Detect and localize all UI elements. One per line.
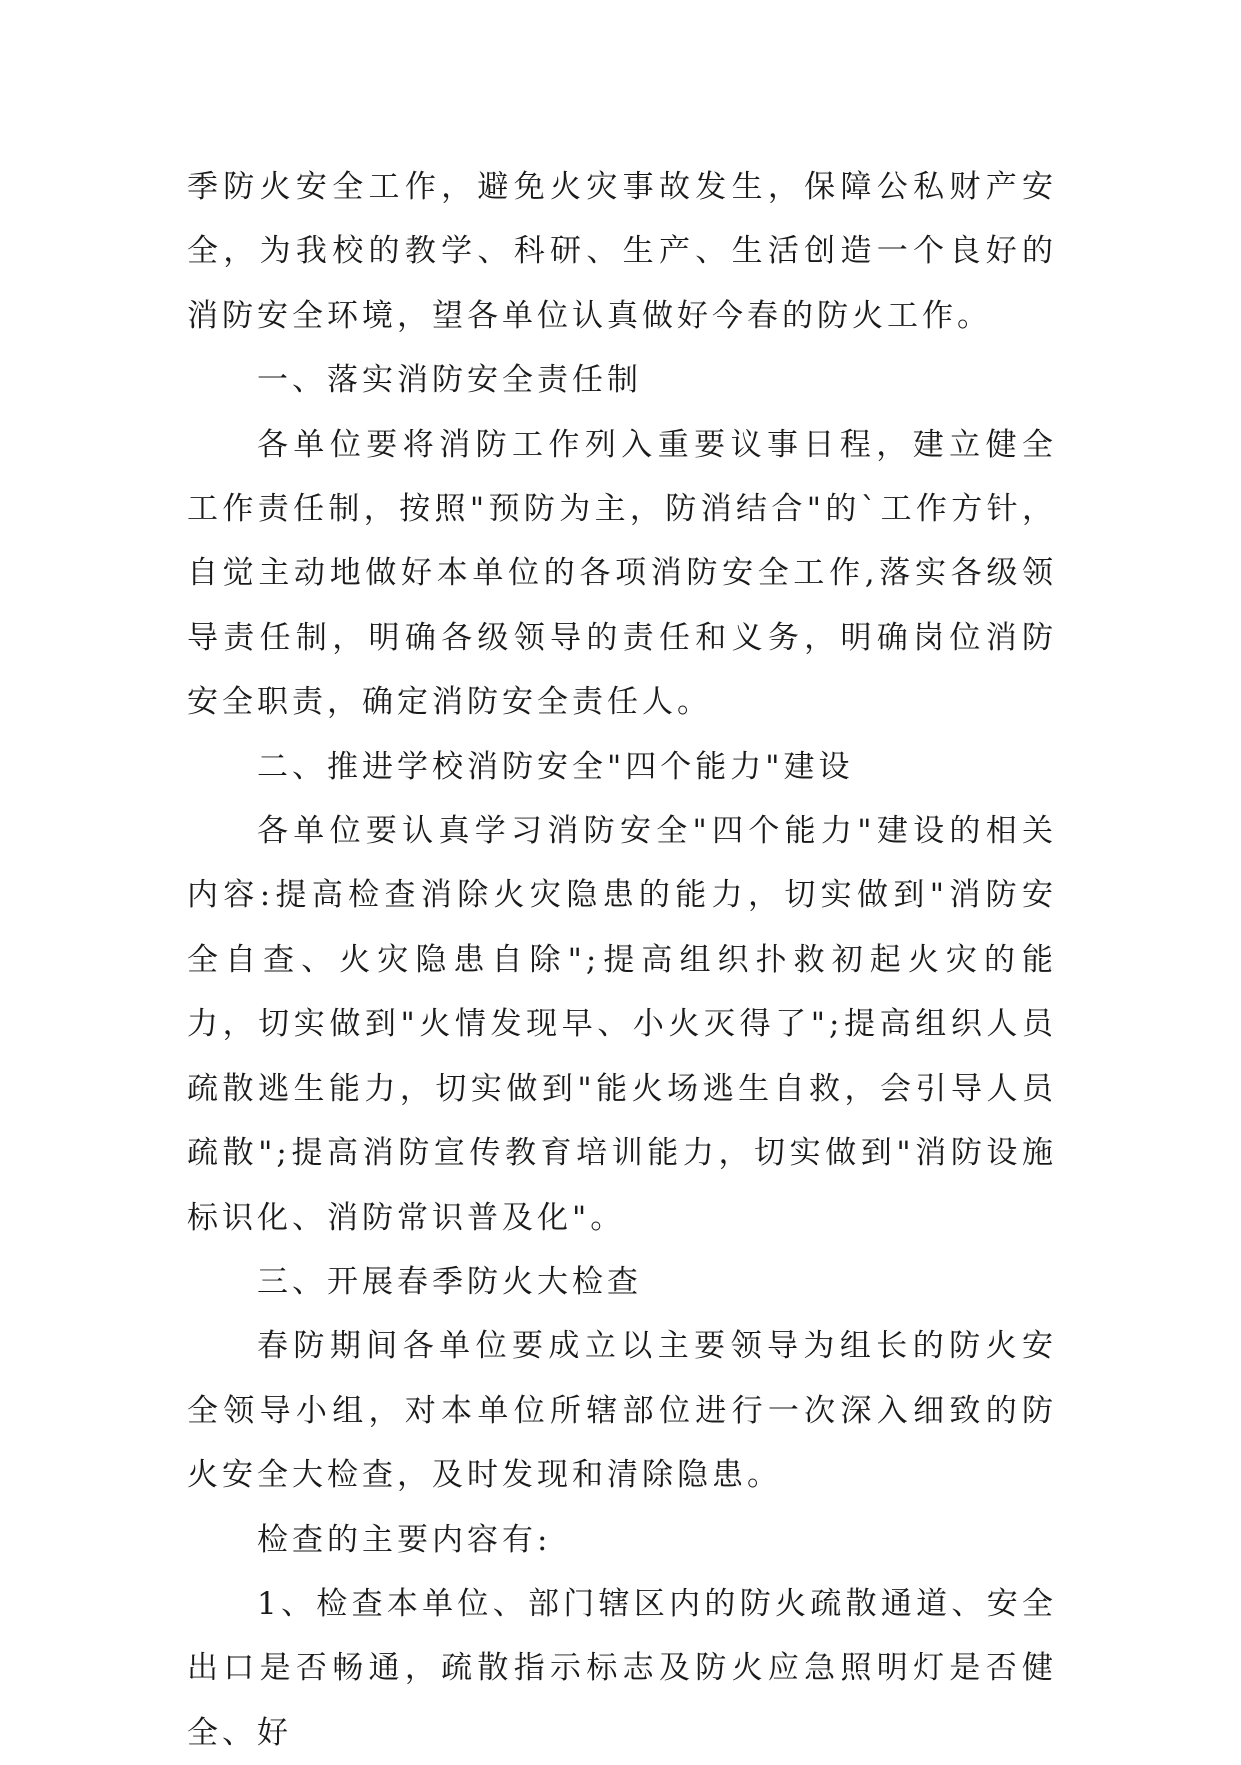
heading-section-1: 一、落实消防安全责任制 [257,362,642,399]
document-body [187,155,1057,1765]
paragraph-inspection-intro: 检查的主要内容有: [257,1521,552,1558]
heading-section-2: 二、推进学校消防安全"四个能力"建设 [257,748,854,785]
heading-section-3: 三、开展春季防火大检查 [257,1263,642,1300]
paragraph-four-abilities: 各单位要认真学习消防安全"四个能力"建设的相关内容:提高检查消除火灾隐患的能力，切实做到"消防安全自查、火灾隐患自除";提高组织扑救初起火灾的能力，切实做到"火情发现早、小火灭得了";提高组织人员疏散逃生能力，切实做到"能火场逃生自救，会引导人员疏散";提高消防宣传教育培训能力，切实做到"消防设施标识化、消防常识普及化"。 [187,813,1057,1236]
paragraph-responsibility: 各单位要将消防工作列入重要议事日程，建立健全工作责任制，按照"预防为主，防消结合"的`工作方针，自觉主动地做好本单位的各项消防安全工作,落实各级领导责任制，明确各级领导的责任和义务，明确岗位消防安全职责，确定消防安全责任人。 [187,426,1057,721]
paragraph-inspection: 春防期间各单位要成立以主要领导为组长的防火安全领导小组，对本单位所辖部位进行一次深入细致的防火安全大检查，及时发现和清除隐患。 [187,1328,1057,1494]
paragraph-inspection-item-1: 1、检查本单位、部门辖区内的防火疏散通道、安全出口是否畅通，疏散指示标志及防火应急照明灯是否健全、好 [187,1585,1057,1751]
paragraph-continuation: 季防火安全工作，避免火灾事故发生，保障公私财产安全，为我校的教学、科研、生产、生活创造一个良好的消防安全环境，望各单位认真做好今春的防火工作。 [187,169,1057,334]
